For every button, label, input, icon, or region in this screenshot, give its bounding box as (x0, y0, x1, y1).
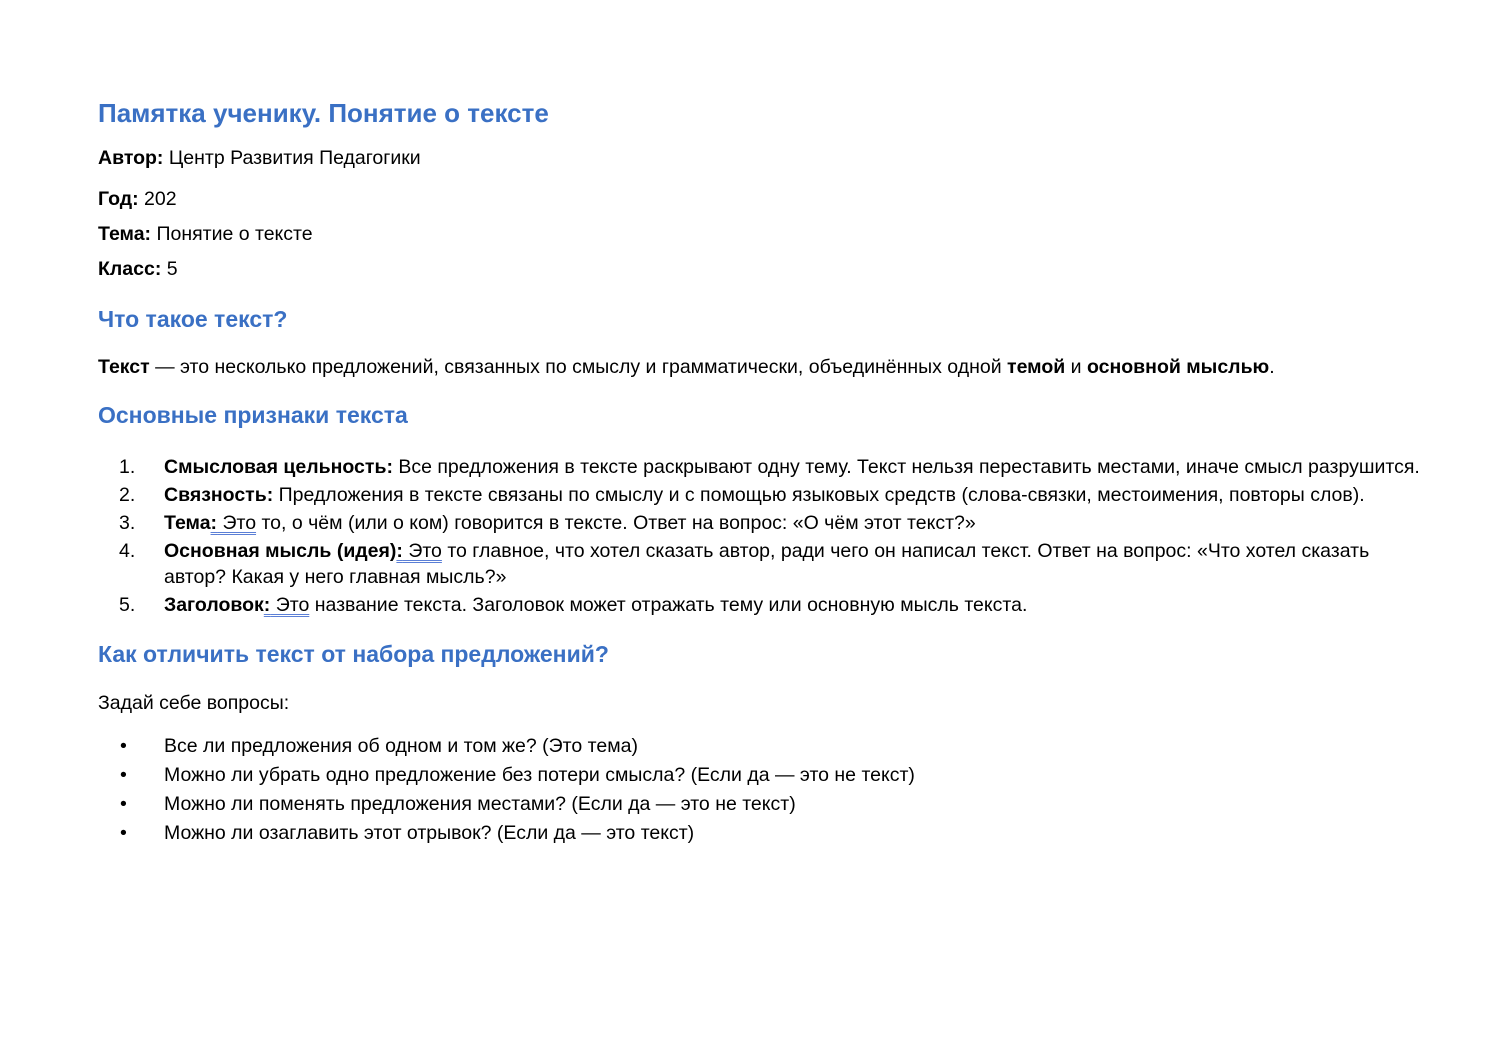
feature-label: Основная мысль (идея) (164, 540, 397, 562)
meta-topic (98, 222, 1428, 246)
meta-value: Понятие о тексте (151, 223, 313, 245)
feature-text: название текста. Заголовок может отражать тему или основную мысль текста. (309, 594, 1028, 616)
list-number: 4. (119, 540, 136, 562)
definition-term: Текст (98, 356, 150, 378)
text-definition (98, 355, 1428, 379)
meta-label: Тема: (98, 223, 152, 245)
list-item (98, 820, 1428, 846)
feature-colon-marked: : (263, 594, 271, 616)
meta-grade (98, 257, 1428, 281)
question-text: Можно ли поменять предложения местами? (Если да — это не текст) (164, 793, 796, 815)
list-item (98, 762, 1428, 788)
list-item (98, 482, 1428, 508)
definition-text: — это несколько предложений, связанных по смыслу и грамматически, объединённых одной (149, 356, 1008, 378)
definition-text: и (1065, 356, 1087, 378)
questions-intro: Задай себе вопросы: (98, 692, 290, 714)
list-item (98, 538, 1428, 590)
document-meta (98, 146, 1428, 281)
question-text: Все ли предложения об одном и том же? (Это тема) (164, 735, 638, 757)
meta-value: Центр Развития Педагогики (163, 147, 421, 169)
document-page (98, 96, 1428, 849)
definition-text: . (1269, 356, 1275, 378)
feature-marked-word[interactable]: Это (402, 540, 442, 562)
feature-colon-marked: : (210, 512, 218, 534)
section-heading-what-is-text: Что такое текст? (98, 306, 288, 332)
feature-label: Тема (164, 512, 211, 534)
list-item (98, 510, 1428, 536)
feature-text: Предложения в тексте связаны по смыслу и с помощью языковых средств (слова-связки, местоимения, повторы слов). (273, 484, 1365, 506)
meta-label: Автор: (98, 147, 164, 169)
list-number: 1. (119, 456, 136, 478)
section-heading-features: Основные признаки текста (98, 402, 408, 428)
questions-list (98, 733, 1428, 846)
features-list (98, 454, 1428, 618)
feature-text: то, о чём (или о ком) говорится в тексте. Ответ на вопрос: «О чём этот текст?» (256, 512, 976, 534)
meta-value: 202 (138, 188, 177, 210)
bullet-icon: • (120, 822, 127, 844)
definition-emphasis-topic: темой (1007, 356, 1066, 378)
question-text: Можно ли озаглавить этот отрывок? (Если да — это текст) (164, 822, 695, 844)
list-item (98, 592, 1428, 618)
feature-label: Заголовок (164, 594, 264, 616)
definition-emphasis-idea: основной мыслью (1086, 356, 1270, 378)
feature-marked-word[interactable]: Это (217, 512, 257, 534)
bullet-icon: • (120, 764, 127, 786)
feature-text: то главное, что хотел сказать автор, ради чего он написал текст. Ответ на вопрос: «Что хотел сказать автор? Какая у него главная мысль?» (164, 540, 1370, 588)
question-text: Можно ли убрать одно предложение без потери смысла? (Если да — это не текст) (164, 764, 915, 786)
list-number: 5. (119, 594, 136, 616)
meta-value: 5 (161, 258, 178, 280)
list-number: 3. (119, 512, 136, 534)
meta-label: Год: (98, 188, 139, 210)
list-number: 2. (119, 484, 136, 506)
feature-colon-marked: : (396, 540, 403, 562)
list-item (98, 791, 1428, 817)
feature-text: Все предложения в тексте раскрывают одну тему. Текст нельзя переставить местами, иначе смысл разрушится. (392, 456, 1420, 478)
document-title: Памятка ученику. Понятие о тексте (98, 98, 549, 128)
section-heading-distinguish: Как отличить текст от набора предложений? (98, 641, 609, 667)
meta-year (98, 187, 1428, 211)
meta-label: Класс: (98, 258, 162, 280)
bullet-icon: • (120, 793, 127, 815)
list-item (98, 454, 1428, 480)
feature-label: Смысловая цельность: (164, 456, 393, 478)
feature-marked-word[interactable]: Это (270, 594, 310, 616)
bullet-icon: • (120, 735, 127, 757)
feature-label: Связность: (164, 484, 274, 506)
list-item (98, 733, 1428, 759)
meta-author (98, 146, 1428, 170)
